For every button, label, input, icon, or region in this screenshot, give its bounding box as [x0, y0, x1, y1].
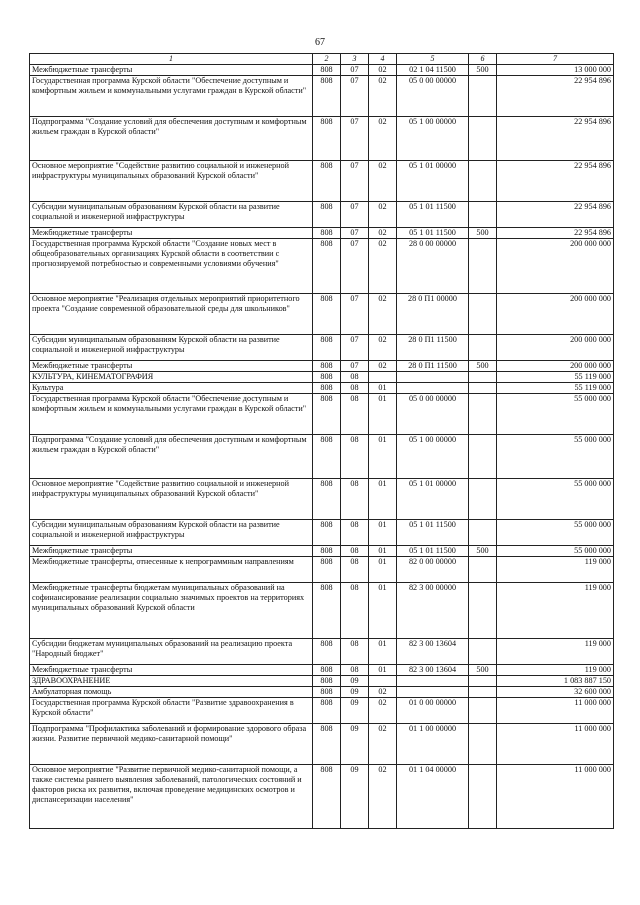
row-code-subsection: 02 — [369, 686, 397, 697]
row-code-section: 09 — [341, 764, 369, 828]
row-code-subsection: 02 — [369, 160, 397, 201]
row-amount: 55 000 000 — [497, 545, 614, 556]
table-row — [30, 238, 614, 293]
column-header-1: 1 — [30, 54, 313, 65]
row-amount: 22 954 896 — [497, 116, 614, 160]
row-code-subsection: 01 — [369, 393, 397, 434]
row-amount: 119 000 — [497, 664, 614, 675]
row-name: Государственная программа Курской области "Обеспечение доступным и комфортным жильем и коммунальными услугами граждан в Курской области" — [30, 75, 313, 116]
table-row — [30, 116, 614, 160]
table-row — [30, 582, 614, 638]
row-code-expense — [469, 764, 497, 828]
row-code-subsection: 02 — [369, 201, 397, 227]
table-row — [30, 664, 614, 675]
row-code-admin: 808 — [313, 582, 341, 638]
row-code-admin: 808 — [313, 723, 341, 764]
row-code-admin: 808 — [313, 382, 341, 393]
column-header-5: 5 — [397, 54, 469, 65]
row-code-expense: 500 — [469, 227, 497, 238]
row-code-target: 28 0 П1 00000 — [397, 293, 469, 334]
row-code-target: 82 0 00 00000 — [397, 556, 469, 582]
row-code-target: 05 0 00 00000 — [397, 393, 469, 434]
row-code-expense: 500 — [469, 360, 497, 371]
row-amount: 22 954 896 — [497, 75, 614, 116]
row-name: Межбюджетные трансферты — [30, 227, 313, 238]
row-code-admin: 808 — [313, 664, 341, 675]
row-name: Культура — [30, 382, 313, 393]
row-name: Подпрограмма "Создание условий для обеспечения доступным и комфортным жильем граждан в Курской области" — [30, 116, 313, 160]
row-code-section: 07 — [341, 116, 369, 160]
row-amount: 200 000 000 — [497, 334, 614, 360]
row-amount: 55 000 000 — [497, 478, 614, 519]
column-header-4: 4 — [369, 54, 397, 65]
row-code-expense — [469, 697, 497, 723]
row-code-expense — [469, 582, 497, 638]
row-code-target: 05 0 00 00000 — [397, 75, 469, 116]
row-code-expense — [469, 201, 497, 227]
row-code-subsection: 01 — [369, 556, 397, 582]
budget-table — [29, 53, 614, 829]
row-name: Основное мероприятие "Содействие развитию социальной и инженерной инфраструктуры муниципальных образований Курской области" — [30, 478, 313, 519]
table-row — [30, 434, 614, 478]
row-code-target — [397, 382, 469, 393]
table-row — [30, 478, 614, 519]
row-code-section: 08 — [341, 556, 369, 582]
row-name: Межбюджетные трансферты — [30, 64, 313, 75]
row-code-expense — [469, 675, 497, 686]
row-amount: 55 119 000 — [497, 382, 614, 393]
row-name: Основное мероприятие "Содействие развитию социальной и инженерной инфраструктуры муниципальных образований Курской области" — [30, 160, 313, 201]
row-amount: 55 119 000 — [497, 371, 614, 382]
row-code-admin: 808 — [313, 116, 341, 160]
row-amount: 119 000 — [497, 556, 614, 582]
table-row — [30, 371, 614, 382]
row-name: Подпрограмма "Создание условий для обеспечения доступным и комфортным жильем граждан в Курской области" — [30, 434, 313, 478]
row-code-admin: 808 — [313, 556, 341, 582]
row-name: Государственная программа Курской области "Создание новых мест в общеобразовательных организациях Курской области в соответствии с прогнозируемой потребностью и современными условиями обучения" — [30, 238, 313, 293]
row-code-target — [397, 675, 469, 686]
row-code-expense — [469, 293, 497, 334]
row-code-section: 07 — [341, 293, 369, 334]
row-code-target: 82 3 00 13604 — [397, 664, 469, 675]
row-code-admin: 808 — [313, 238, 341, 293]
row-code-admin: 808 — [313, 160, 341, 201]
row-code-section: 08 — [341, 434, 369, 478]
row-code-target: 05 1 01 00000 — [397, 160, 469, 201]
table-row — [30, 393, 614, 434]
row-code-admin: 808 — [313, 334, 341, 360]
row-code-target: 82 3 00 00000 — [397, 582, 469, 638]
table-row — [30, 556, 614, 582]
column-header-2: 2 — [313, 54, 341, 65]
table-row — [30, 227, 614, 238]
row-name: Государственная программа Курской области "Обеспечение доступным и комфортным жильем и коммунальными услугами граждан в Курской области" — [30, 393, 313, 434]
row-code-subsection: 01 — [369, 434, 397, 478]
table-row — [30, 201, 614, 227]
table-row — [30, 686, 614, 697]
row-code-target: 01 0 00 00000 — [397, 697, 469, 723]
row-code-target: 05 1 00 00000 — [397, 434, 469, 478]
row-code-section: 07 — [341, 334, 369, 360]
row-code-subsection: 02 — [369, 227, 397, 238]
row-code-expense — [469, 556, 497, 582]
table-row — [30, 675, 614, 686]
row-name: КУЛЬТУРА, КИНЕМАТОГРАФИЯ — [30, 371, 313, 382]
row-name: Основное мероприятие "Развитие первичной медико-санитарной помощи, а также системы раннего выявления заболеваний, патологических состояний и факторов риска их развития, включая проведение медицинских осмотров и диспансеризации населения" — [30, 764, 313, 828]
table-row — [30, 75, 614, 116]
row-amount: 200 000 000 — [497, 360, 614, 371]
row-code-section: 08 — [341, 545, 369, 556]
row-amount: 13 000 000 — [497, 64, 614, 75]
row-amount: 200 000 000 — [497, 238, 614, 293]
table-row — [30, 160, 614, 201]
row-name: Государственная программа Курской области "Развитие здравоохранения в Курской области" — [30, 697, 313, 723]
row-name: ЗДРАВООХРАНЕНИЕ — [30, 675, 313, 686]
row-code-admin: 808 — [313, 293, 341, 334]
row-code-section: 08 — [341, 582, 369, 638]
row-name: Подпрограмма "Профилактика заболеваний и формирование здорового образа жизни. Развитие первичной медико-санитарной помощи" — [30, 723, 313, 764]
row-code-admin: 808 — [313, 675, 341, 686]
row-code-target: 82 3 00 13604 — [397, 638, 469, 664]
row-code-expense — [469, 382, 497, 393]
row-code-subsection — [369, 371, 397, 382]
row-name: Межбюджетные трансферты — [30, 664, 313, 675]
row-code-admin: 808 — [313, 227, 341, 238]
row-code-section: 07 — [341, 201, 369, 227]
row-code-target: 01 1 00 00000 — [397, 723, 469, 764]
row-code-admin: 808 — [313, 371, 341, 382]
table-row — [30, 293, 614, 334]
row-code-section: 08 — [341, 638, 369, 664]
row-code-target: 28 0 П1 11500 — [397, 334, 469, 360]
row-name: Амбулаторная помощь — [30, 686, 313, 697]
row-code-admin: 808 — [313, 201, 341, 227]
row-code-section: 07 — [341, 160, 369, 201]
table-row — [30, 64, 614, 75]
row-code-expense — [469, 75, 497, 116]
row-name: Межбюджетные трансферты бюджетам муниципальных образований на софинансирование реализации социально значимых проектов на территориях муниципальных образований Курской области — [30, 582, 313, 638]
row-name: Межбюджетные трансферты — [30, 545, 313, 556]
row-code-subsection: 02 — [369, 334, 397, 360]
row-amount: 55 000 000 — [497, 519, 614, 545]
row-amount: 11 000 000 — [497, 764, 614, 828]
row-code-section: 07 — [341, 75, 369, 116]
column-header-6: 6 — [469, 54, 497, 65]
row-code-target: 28 0 П1 11500 — [397, 360, 469, 371]
row-code-section: 08 — [341, 519, 369, 545]
row-code-section: 07 — [341, 64, 369, 75]
row-code-subsection: 02 — [369, 116, 397, 160]
page-number: 67 — [315, 37, 325, 48]
row-name: Субсидии бюджетам муниципальных образований на реализацию проекта "Народный бюджет" — [30, 638, 313, 664]
table-row — [30, 638, 614, 664]
row-code-expense — [469, 238, 497, 293]
table-row — [30, 334, 614, 360]
row-code-admin: 808 — [313, 519, 341, 545]
row-code-expense: 500 — [469, 64, 497, 75]
table-row — [30, 545, 614, 556]
row-code-section: 09 — [341, 697, 369, 723]
row-name: Субсидии муниципальным образованиям Курской области на развитие социальной и инженерной инфраструктуры — [30, 334, 313, 360]
row-code-target: 05 1 00 00000 — [397, 116, 469, 160]
row-code-subsection: 01 — [369, 382, 397, 393]
row-amount: 55 000 000 — [497, 393, 614, 434]
row-code-admin: 808 — [313, 64, 341, 75]
row-code-target — [397, 371, 469, 382]
row-code-expense — [469, 478, 497, 519]
row-code-subsection: 02 — [369, 75, 397, 116]
row-code-subsection: 01 — [369, 545, 397, 556]
row-code-expense: 500 — [469, 545, 497, 556]
row-code-target: 28 0 00 00000 — [397, 238, 469, 293]
row-code-subsection: 02 — [369, 360, 397, 371]
row-code-section: 08 — [341, 393, 369, 434]
row-code-admin: 808 — [313, 686, 341, 697]
row-code-section: 07 — [341, 238, 369, 293]
row-code-subsection: 02 — [369, 293, 397, 334]
row-code-target: 05 1 01 11500 — [397, 519, 469, 545]
row-code-subsection: 02 — [369, 697, 397, 723]
row-code-subsection: 02 — [369, 723, 397, 764]
row-code-section: 07 — [341, 227, 369, 238]
row-code-section: 09 — [341, 723, 369, 764]
table-row — [30, 723, 614, 764]
row-code-expense — [469, 334, 497, 360]
row-amount: 119 000 — [497, 582, 614, 638]
row-code-target: 02 1 04 11500 — [397, 64, 469, 75]
row-code-expense: 500 — [469, 664, 497, 675]
header-row — [30, 54, 614, 65]
row-code-target: 05 1 01 11500 — [397, 227, 469, 238]
row-amount: 1 083 887 150 — [497, 675, 614, 686]
row-name: Субсидии муниципальным образованиям Курской области на развитие социальной и инженерной инфраструктуры — [30, 201, 313, 227]
row-code-expense — [469, 723, 497, 764]
row-code-subsection: 01 — [369, 582, 397, 638]
row-code-target: 05 1 01 11500 — [397, 201, 469, 227]
row-code-expense — [469, 393, 497, 434]
row-code-expense — [469, 160, 497, 201]
row-name: Основное мероприятие "Реализация отдельных мероприятий приоритетного проекта "Создание современной образовательной среды для школьников" — [30, 293, 313, 334]
row-code-section: 07 — [341, 360, 369, 371]
row-amount: 11 000 000 — [497, 723, 614, 764]
row-code-subsection — [369, 675, 397, 686]
row-code-subsection: 01 — [369, 478, 397, 519]
row-code-admin: 808 — [313, 434, 341, 478]
table-row — [30, 360, 614, 371]
row-code-admin: 808 — [313, 638, 341, 664]
row-code-target: 05 1 01 11500 — [397, 545, 469, 556]
row-code-target: 05 1 01 00000 — [397, 478, 469, 519]
row-amount: 55 000 000 — [497, 434, 614, 478]
row-code-target: 01 1 04 00000 — [397, 764, 469, 828]
row-code-expense — [469, 519, 497, 545]
row-code-admin: 808 — [313, 75, 341, 116]
row-code-admin: 808 — [313, 545, 341, 556]
row-name: Межбюджетные трансферты — [30, 360, 313, 371]
table-row — [30, 764, 614, 828]
row-code-expense — [469, 686, 497, 697]
row-code-target — [397, 686, 469, 697]
row-code-section: 08 — [341, 478, 369, 519]
column-header-7: 7 — [497, 54, 614, 65]
row-amount: 119 000 — [497, 638, 614, 664]
row-code-admin: 808 — [313, 478, 341, 519]
row-amount: 32 600 000 — [497, 686, 614, 697]
row-code-expense — [469, 638, 497, 664]
row-code-section: 08 — [341, 664, 369, 675]
row-code-admin: 808 — [313, 697, 341, 723]
row-code-section: 08 — [341, 371, 369, 382]
row-code-subsection: 01 — [369, 638, 397, 664]
row-code-section: 08 — [341, 382, 369, 393]
row-code-admin: 808 — [313, 360, 341, 371]
row-code-admin: 808 — [313, 764, 341, 828]
row-amount: 11 000 000 — [497, 697, 614, 723]
row-code-admin: 808 — [313, 393, 341, 434]
row-code-expense — [469, 434, 497, 478]
row-amount: 22 954 896 — [497, 227, 614, 238]
row-code-section: 09 — [341, 675, 369, 686]
row-code-subsection: 02 — [369, 64, 397, 75]
row-code-subsection: 01 — [369, 664, 397, 675]
row-code-section: 09 — [341, 686, 369, 697]
row-amount: 22 954 896 — [497, 201, 614, 227]
row-amount: 200 000 000 — [497, 293, 614, 334]
row-code-subsection: 01 — [369, 519, 397, 545]
row-code-subsection: 02 — [369, 238, 397, 293]
table-row — [30, 697, 614, 723]
table-row — [30, 519, 614, 545]
row-code-subsection: 02 — [369, 764, 397, 828]
row-code-expense — [469, 116, 497, 160]
column-header-3: 3 — [341, 54, 369, 65]
row-amount: 22 954 896 — [497, 160, 614, 201]
row-code-expense — [469, 371, 497, 382]
row-name: Межбюджетные трансферты, отнесенные к непрограммным направлениям — [30, 556, 313, 582]
row-name: Субсидии муниципальным образованиям Курской области на развитие социальной и инженерной инфраструктуры — [30, 519, 313, 545]
table-row — [30, 382, 614, 393]
